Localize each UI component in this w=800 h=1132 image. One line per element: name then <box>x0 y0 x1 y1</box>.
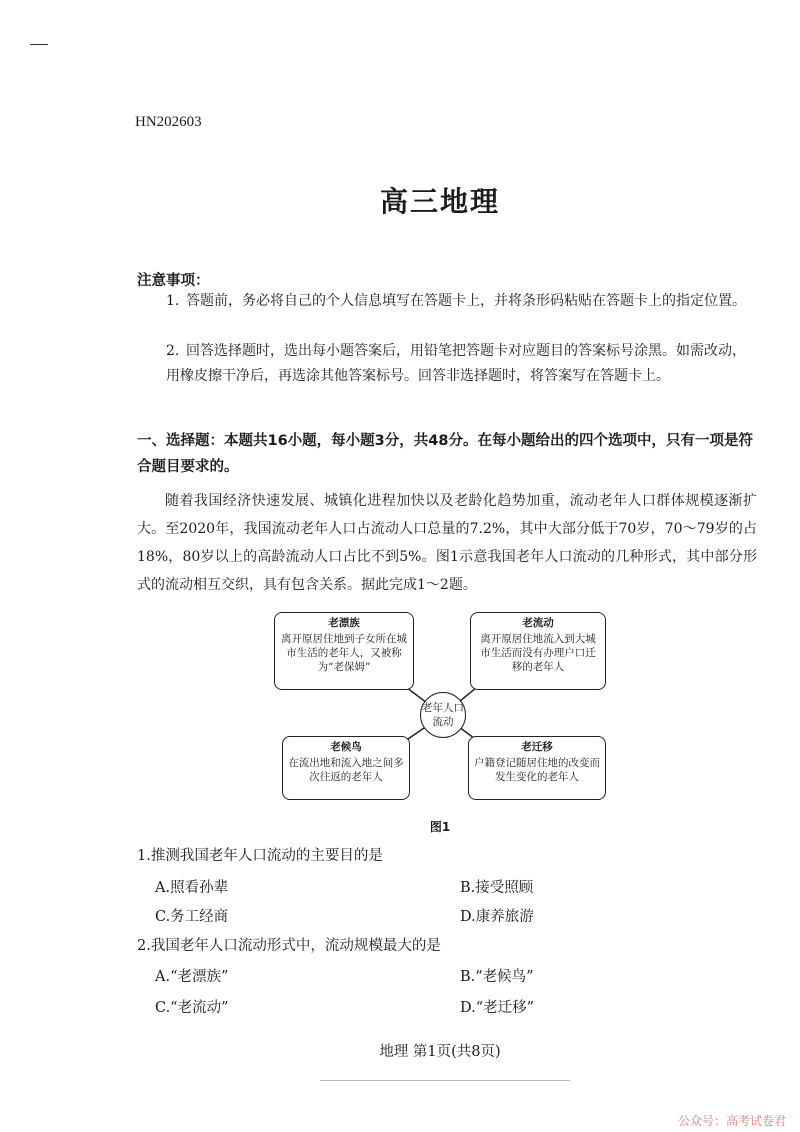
box-text: 离开原居住地到子女所在城市生活的老年人，又被称为“老保姆” <box>281 633 407 673</box>
diagram-center-node: 老年人口流动 <box>420 692 466 738</box>
notice-item-2 <box>166 339 756 389</box>
footer-divider <box>320 1080 570 1081</box>
q1-option-d: D.康养旅游 <box>460 909 534 925</box>
notice-item-text: 答题前，务必将自己的个人信息填写在答题卡上，并将条形码粘贴在答题卡上的指定位置。 <box>186 293 746 309</box>
section-heading <box>137 428 757 480</box>
notice-item-1 <box>166 289 756 314</box>
box-title: 老流动 <box>522 617 554 629</box>
question-1-stem: 1.推测我国老年人口流动的主要目的是 <box>137 848 383 864</box>
box-title: 老漂族 <box>328 617 360 629</box>
q1-option-c: C.务工经商 <box>155 909 229 925</box>
watermark: 公众号：高考试卷君 <box>677 1114 786 1128</box>
reading-passage: 随着我国经济快速发展、城镇化进程加快以及老龄化趋势加重，流动老年人口群体规模逐渐扩大。至2020年，我国流动老年人口占流动人口总量的7.2%，其中大部分低于70岁，70～79岁的占18%，80岁以上的高龄流动人口占比不到5%。图1示意我国老年人口流动的几种形式，其中部分形式的流动相互交织，具有包含关系。据此完成1～2题。 <box>137 493 757 593</box>
q2-option-b: B.“老候鸟” <box>460 969 534 985</box>
notice-item-number: 2. <box>166 343 180 359</box>
box-text: 离开原居住地流入到大城市生活而没有办理户口迁移的老年人 <box>480 633 596 673</box>
corner-mark <box>30 44 48 45</box>
box-lao-liu-dong <box>470 612 606 690</box>
exam-code: HN202603 <box>135 114 202 130</box>
page-title: 高三地理 <box>379 185 500 218</box>
q1-option-a: A.照看孙辈 <box>155 880 229 896</box>
box-text: 户籍登记随居住地的改变而发生变化的老年人 <box>474 757 600 783</box>
q2-option-d: D.“老迁移” <box>460 1000 535 1016</box>
question-2-stem: 2.我国老年人口流动形式中，流动规模最大的是 <box>137 938 441 954</box>
q2-option-a: A.“老漂族” <box>155 969 229 985</box>
box-title: 老候鸟 <box>330 741 362 753</box>
notice-item-text: 回答选择题时，选出每小题答案后，用铅笔把答题卡对应题目的答案标号涂黑。如需改动，用橡皮擦干净后，再选涂其他答案标号。回答非选择题时，将答案写在答题卡上。 <box>166 343 746 384</box>
q1-option-b: B.接受照顾 <box>460 880 534 896</box>
box-title: 老迁移 <box>521 741 553 753</box>
figure-1-diagram <box>270 610 610 810</box>
section-label: 一、选择题： <box>137 433 224 449</box>
figure-caption: 图1 <box>429 820 451 834</box>
page-footer: 地理 第1页(共8页) <box>379 1044 501 1060</box>
box-lao-piao-zu <box>274 612 414 690</box>
box-lao-qian-yi <box>468 736 606 800</box>
notice-item-number: 1. <box>166 293 180 309</box>
box-text: 在流出地和流入地之间多次往返的老年人 <box>288 757 404 783</box>
notice-heading: 注意事项： <box>137 273 210 289</box>
section-instructions: 本题共16小题，每小题3分，共48分。在每小题给出的四个选项中，只有一项是符合题目要求的。 <box>137 433 753 475</box>
q2-option-c: C.“老流动” <box>155 1000 229 1016</box>
box-lao-hou-niao <box>282 736 410 800</box>
